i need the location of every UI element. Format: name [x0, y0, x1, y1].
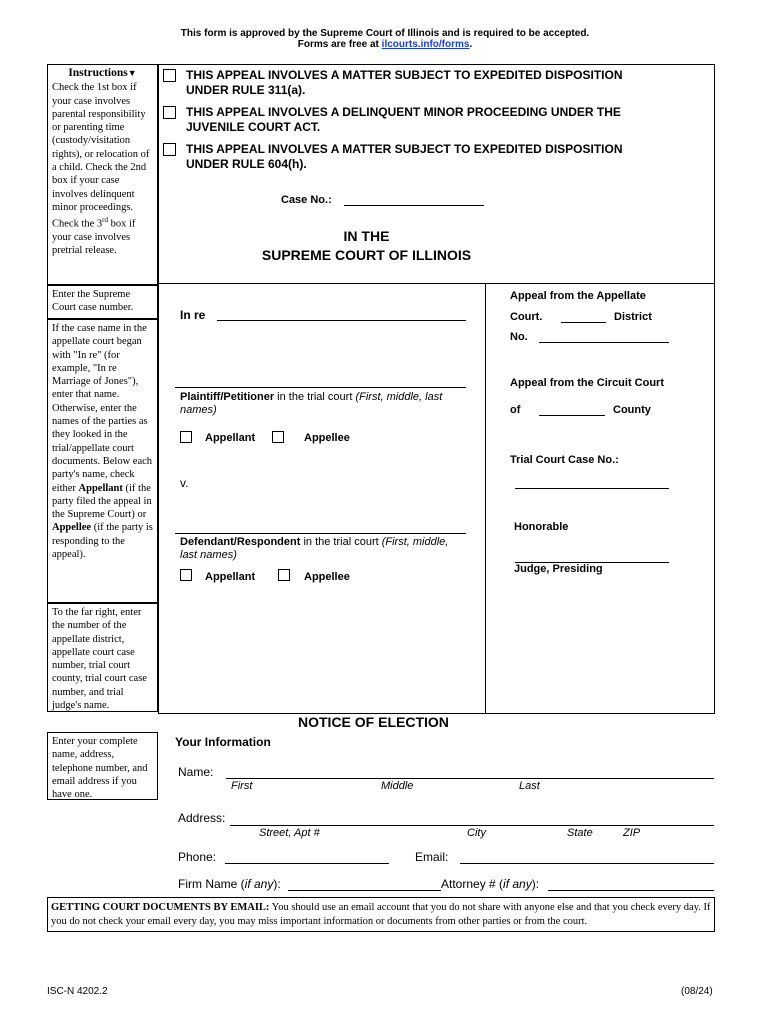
plaintiff-input[interactable] — [175, 387, 466, 388]
plaintiff-appellee-checkbox[interactable] — [272, 431, 284, 443]
notice-title: NOTICE OF ELECTION — [298, 714, 449, 730]
appellate-case-no-input[interactable] — [539, 342, 669, 343]
defendant-appellee-checkbox[interactable] — [278, 569, 290, 581]
email-label: Email: — [415, 850, 449, 864]
phone-label: Phone: — [178, 850, 217, 864]
form-date: (08/24) — [681, 986, 713, 997]
your-info-heading: Your Information — [175, 735, 271, 749]
delinquent-minor-checkbox[interactable] — [163, 106, 176, 119]
expedited-311-checkbox[interactable] — [163, 69, 176, 82]
attorney-no-input[interactable] — [548, 890, 714, 891]
honorable-label: Honorable — [514, 521, 569, 533]
case-no-label: Case No.: — [281, 194, 332, 206]
plaintiff-appellee-label: Appellee — [304, 432, 350, 444]
expedited-311-label: THIS APPEAL INVOLVES A MATTER SUBJECT TO EXPEDITED DISPOSITION UNDER RULE 311(a). — [186, 68, 623, 97]
circuit-of-label: of — [510, 404, 521, 416]
appellate-court-label: Court. — [510, 311, 543, 323]
city-caption: City — [467, 827, 486, 839]
address-input[interactable] — [230, 825, 714, 826]
address-label: Address: — [178, 811, 226, 825]
middle-caption: Middle — [381, 780, 414, 792]
plaintiff-appellant-checkbox[interactable] — [180, 431, 192, 443]
appeal-info-divider — [485, 283, 486, 714]
plaintiff-label: Plaintiff/Petitioner in the trial court (First, middle, last names) — [180, 391, 443, 416]
expedited-604-checkbox[interactable] — [163, 143, 176, 156]
state-caption: State — [567, 827, 593, 839]
zip-caption: ZIP — [623, 827, 641, 839]
appellate-label: Appeal from the Appellate — [510, 290, 646, 302]
appellate-no-label: No. — [510, 331, 528, 343]
caption-divider — [158, 283, 715, 284]
defendant-input[interactable] — [175, 533, 466, 534]
phone-input[interactable] — [225, 863, 389, 864]
delinquent-minor-label: THIS APPEAL INVOLVES A DELINQUENT MINOR PROCEEDING UNDER THE JUVENILE COURT ACT. — [186, 105, 621, 134]
firm-name-input[interactable] — [288, 890, 441, 891]
defendant-appellant-label: Appellant — [205, 571, 256, 583]
name-label: Name: — [178, 765, 214, 779]
instructions-box-case-no: Enter the Supreme Court case number. — [47, 285, 158, 319]
in-re-label: In re — [180, 308, 206, 322]
defendant-appellee-label: Appellee — [304, 571, 350, 583]
versus-label: v. — [180, 476, 189, 490]
approval-line-1: This form is approved by the Supreme Court of Illinois and is required to be accepted. — [180, 28, 590, 39]
instructions-box-caption: If the case name in the appellate court began with "In re" (for example, "In re Marriage of Jones"), enter that name. Otherwise, enter the names of the parties as they looked in the trial/appellate court documents. Below each party's name, check either Appellant (if the party filed the appeal in the Supreme Court) or Appellee (if the party is responding to the appeal). — [47, 319, 158, 603]
trial-case-no-label: Trial Court Case No.: — [510, 454, 619, 466]
approval-notice — [0, 28, 770, 50]
county-input[interactable] — [539, 415, 605, 416]
email-notice-box: GETTING COURT DOCUMENTS BY EMAIL: You should use an email account that you do not share with anyone else and that you check every day. If you do not check your email every day, you may miss important information or documents from other parties or from the court. — [47, 897, 715, 932]
street-caption: Street, Apt # — [259, 827, 320, 839]
district-label: District — [614, 311, 652, 323]
last-caption: Last — [519, 780, 540, 792]
approval-line-2: Forms are free at ilcourts.info/forms. — [297, 39, 473, 50]
expedited-604-label: THIS APPEAL INVOLVES A MATTER SUBJECT TO EXPEDITED DISPOSITION UNDER RULE 604(h). — [186, 142, 623, 171]
instructions-box-your-info: Enter your complete name, address, telephone number, and email address if you have one. — [47, 732, 158, 800]
court-title: IN THE SUPREME COURT OF ILLINOIS — [261, 228, 472, 263]
trial-case-no-input[interactable] — [515, 488, 669, 489]
first-caption: First — [231, 780, 253, 792]
form-id: ISC-N 4202.2 — [47, 986, 108, 997]
county-label: County — [613, 404, 651, 416]
in-re-input[interactable] — [217, 320, 466, 321]
instructions-title: Instructions▼ — [68, 67, 137, 79]
firm-name-label: Firm Name (if any): — [178, 877, 281, 891]
judge-presiding-label: Judge, Presiding — [514, 563, 603, 575]
email-input[interactable] — [460, 863, 714, 864]
case-no-input[interactable] — [344, 205, 484, 206]
plaintiff-appellant-label: Appellant — [205, 432, 256, 444]
district-number-input[interactable] — [561, 322, 606, 323]
instructions-box-appeal-info: To the far right, enter the number of the appellate district, appellate court case number, trial court county, trial court case number, and trial judge's name. — [47, 603, 158, 712]
name-input[interactable] — [226, 778, 714, 779]
defendant-label: Defendant/Respondent in the trial court (First, middle, last names) — [180, 536, 449, 561]
caret-down-icon: ▼ — [127, 68, 137, 78]
forms-link[interactable]: ilcourts.info/forms — [381, 39, 470, 50]
attorney-no-label: Attorney # (if any): — [441, 877, 540, 891]
defendant-appellant-checkbox[interactable] — [180, 569, 192, 581]
circuit-court-label: Appeal from the Circuit Court — [510, 377, 665, 389]
instructions-box-checkboxes: Instructions▼ Check the 1st box if your case involves parental responsibility or parenting time (custody/visitation rights), or relocation of a child. Check the 2nd box if your case involves delinquent minor proceedings. Check the 3rd box if your case involves pretrial release. — [47, 64, 158, 285]
